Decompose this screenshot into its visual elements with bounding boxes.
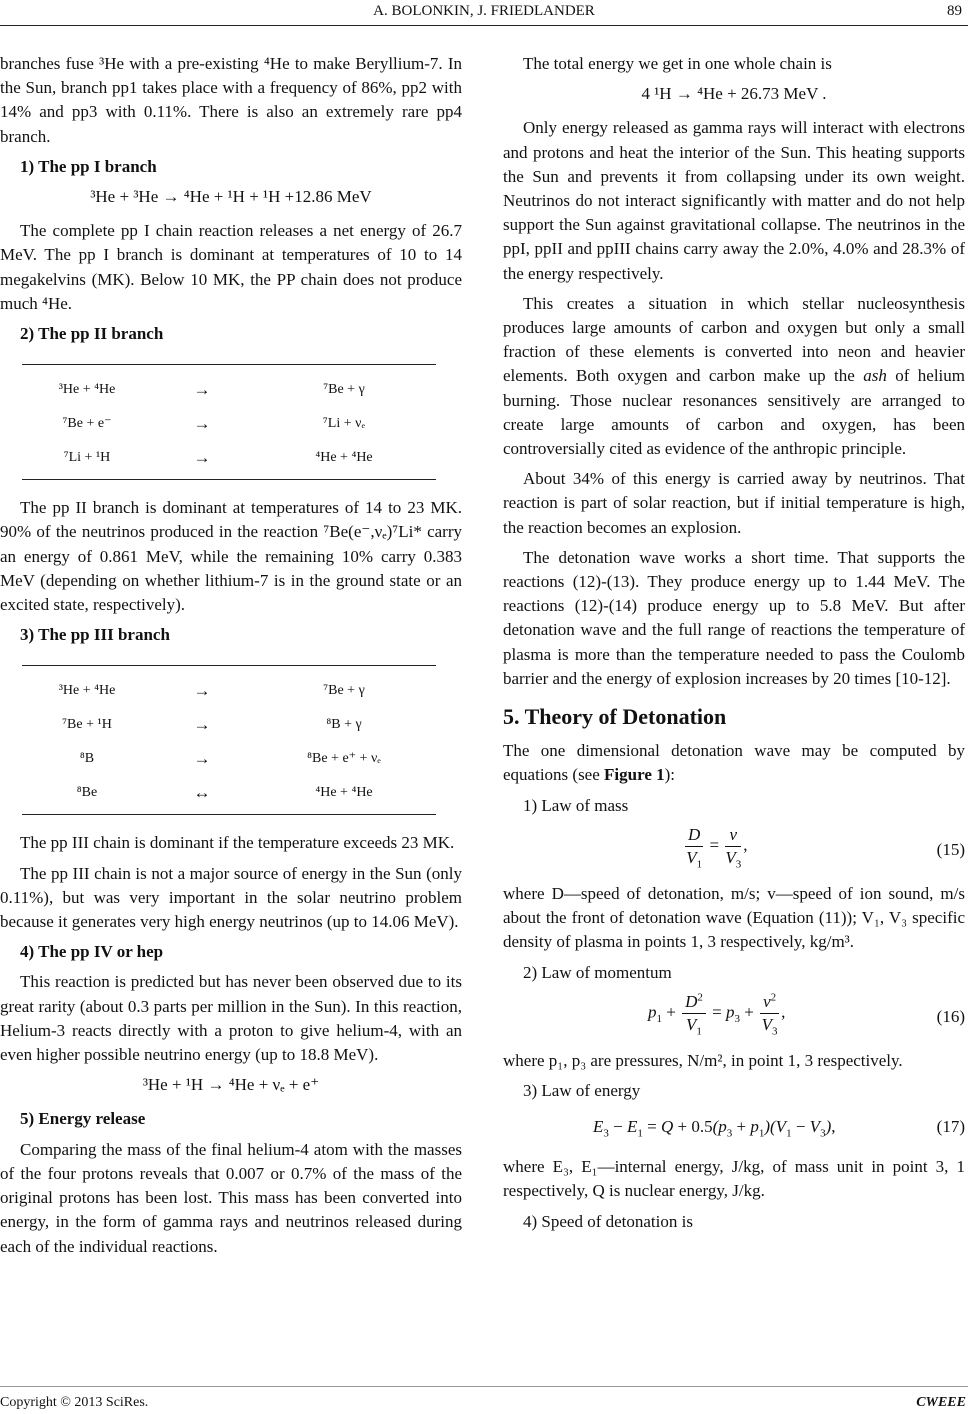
text-run: The one dimensional detonation wave may be computed by equations (see	[503, 741, 965, 785]
reaction-table-pp3	[22, 665, 436, 815]
text-run: of helium burning. Those nuclear resonances sensitively are arranged to create large amounts of carbon and oxygen, has been controversially cited as evidence of the anthropic principle.	[503, 366, 965, 459]
running-header-authors: A. BOLONKIN, J. FRIEDLANDER	[373, 3, 595, 19]
equation-body: $E_3 - E_1 = Q + 0.5(p_3 + p_1)(V_1 - V_3)$,	[593, 1117, 836, 1140]
paragraph: The total energy we get in one whole chain is	[523, 54, 832, 73]
double-arrow-icon: ↔	[152, 776, 252, 815]
reaction-table-pp2	[22, 364, 436, 480]
table-row	[22, 776, 436, 815]
equation-pp4: ³He + ¹H → ⁴He + νₑ + e⁺	[142, 1075, 320, 1095]
list-label: 3) Law of energy	[523, 1080, 641, 1100]
table-row	[22, 708, 436, 742]
equation-pp1: ³He + ³He → ⁴He + ¹H + ¹H +12.86 MeV	[90, 187, 372, 207]
equation-body: $\frac{D}{V_1}$ = $\frac{v}{V_3}$ ,	[686, 824, 748, 871]
text-run: This creates a situation in which stellar nucleosynthesis produces large amounts of carbon and oxygen but only a small fraction of these elements is converted into neon and heavier elements. Both oxygen and carbon make up the	[503, 293, 965, 386]
equation-number: (17)	[936, 1117, 965, 1137]
right-column	[503, 52, 965, 1240]
equation-body: $p_1$ + $\frac{D^2}{V_1}$ = $p_3$ + $\frac{v^2}{V_3}$ ,	[648, 991, 786, 1038]
paragraph: The pp III chain is not a major source of energy in the Sun (only 0.11%), but was very important in the solar neutrino problem because it generates very high energy neutrinos (up to 14.06 MeV).	[0, 863, 462, 932]
arrow-icon: →	[152, 365, 252, 408]
paragraph: Only energy released as gamma rays will interact with electrons and protons and heat the interior of the Sun. This heating supports the Sun and prevents it from collapsing under its own weight. Neutrinos do not interact significantly with matter and do not help support the Sun against gravitational collapse. The neutrinos in the ppI, ppII and ppIII chains carry away the 2.0%, 4.0% and 28.3% of the energy respectively.	[503, 118, 965, 283]
paragraph: The pp II branch is dominant at temperatures of 14 to 23 MK. 90% of the neutrinos produced in the reaction ⁷Be(e⁻,νₑ)⁷Li* carry an energy of 0.861 MeV, while the remaining 10% carry 0.383 MeV (depending on whether lithium-7 is in the ground state or an excited state, respectively).	[0, 498, 462, 615]
paragraph: branches fuse ³He with a pre-existing ⁴He to make Beryllium-7. In the Sun, branch pp1 takes place with a frequency of 86%, pp2 with 14% and pp3 with 0.11%. There is also an extremely rare pp4 branch.	[0, 54, 462, 146]
paragraph: where E₃, E₁—internal energy, J/kg, of mass unit in point 3, 1 respectively, Q is nuclear energy, J/kg.	[503, 1157, 965, 1201]
subheading-pp4: 4) The pp IV or hep	[20, 942, 164, 962]
list-label: 4) Speed of detonation is	[523, 1211, 693, 1231]
subheading-pp2: 2) The pp II branch	[20, 324, 164, 344]
subheading-energy-release: 5) Energy release	[20, 1109, 146, 1129]
table-cell: ⁷Li + νₑ	[322, 416, 366, 432]
paragraph: The detonation wave works a short time. That supports the reactions (12)-(13). They produce energy up to 1.44 MeV. The reactions (12)-(14) produce energy up to 5.8 MeV. But after detonation wave and the full range of reactions the temperature of plasma is more than the temperature needed to pass the Coulomb barrier and the energy of explosion increases by 20 times [10-12].	[503, 547, 965, 688]
table-cell: ⁸B + γ	[326, 717, 362, 733]
equation-16	[503, 991, 965, 1039]
subheading-pp3: 3) The pp III branch	[20, 625, 170, 645]
equation-number: (16)	[936, 1006, 965, 1026]
equation-number: (15)	[936, 839, 965, 859]
arrow-icon: →	[193, 715, 211, 735]
equation-15	[503, 824, 965, 872]
paragraph	[503, 739, 965, 787]
table-row	[22, 742, 436, 776]
footer-rule	[0, 1386, 968, 1387]
table-row	[22, 407, 436, 441]
table-cell: ⁷Be + ¹H	[62, 717, 112, 733]
subheading-pp1: 1) The pp I branch	[20, 156, 157, 176]
table-cell: ⁷Be + γ	[252, 666, 436, 709]
page-number: 89	[947, 3, 962, 19]
arrow-icon: →	[193, 749, 211, 769]
text-run: ):	[664, 765, 676, 785]
arrow-icon: →	[152, 666, 252, 709]
figure-reference: Figure 1	[604, 765, 665, 785]
table-row	[22, 666, 436, 709]
emphasis: ash	[863, 366, 887, 386]
list-label: 2) Law of momentum	[523, 962, 672, 982]
paragraph: Comparing the mass of the final helium-4 atom with the masses of the four protons reveals that 0.007 or 0.7% of the mass of the original protons has been lost. This mass has been converted into energy, in the form of gamma rays and neutrinos released during each of the individual reactions.	[0, 1139, 462, 1256]
paragraph: About 34% of this energy is carried away by neutrinos. That reaction is part of solar reaction, but if initial temperature is high, the reaction becomes an explosion.	[503, 469, 965, 537]
table-row	[22, 441, 436, 480]
arrow-icon: →	[152, 441, 252, 480]
table-cell: ⁸B	[79, 751, 95, 767]
table-cell: ⁴He + ⁴He	[252, 776, 436, 815]
paragraph: where D—speed of detonation, m/s; v—speed of ion sound, m/s about the front of detonation wave (Equation (11)); V₁, V₃ specific density of plasma in points 1, 3 respectively, kg/m³.	[503, 883, 965, 952]
header-rule	[0, 25, 968, 26]
journal-name: CWEEE	[916, 1395, 966, 1410]
table-cell: ³He + ⁴He	[22, 365, 152, 408]
equation-total-energy: 4 ¹H → ⁴He + 26.73 MeV .	[641, 84, 827, 104]
table-cell: ⁴He + ⁴He	[252, 441, 436, 480]
table-cell: ³He + ⁴He	[22, 666, 152, 709]
copyright-notice: Copyright © 2013 SciRes.	[0, 1395, 149, 1410]
paragraph: This reaction is predicted but has never been observed due to its great rarity (about 0.3 parts per million in the Sun). In this reaction, Helium-3 reacts directly with a proton to give helium-4, with an even higher possible neutrino energy (up to 18.8 MeV).	[0, 972, 462, 1065]
table-cell: ⁸Be	[22, 776, 152, 815]
list-label: 1) Law of mass	[523, 795, 629, 815]
section-heading: 5. Theory of Detonation	[503, 704, 727, 730]
paragraph: The pp III chain is dominant if the temperature exceeds 23 MK.	[20, 833, 455, 853]
arrow-icon: →	[193, 414, 211, 434]
paragraph: where p₁, p₃ are pressures, N/m², in point 1, 3 respectively.	[503, 1050, 903, 1070]
table-cell: ⁷Be + e⁻	[62, 416, 112, 432]
left-column	[0, 52, 462, 1265]
paragraph: The complete pp I chain reaction releases a net energy of 26.7 MeV. The pp I branch is dominant at temperatures of 10 to 14 megakelvins (MK). Below 10 MK, the PP chain does not produce much ⁴He.	[0, 221, 462, 313]
table-cell: ⁸Be + e⁺ + νₑ	[307, 751, 381, 767]
table-row	[22, 365, 436, 408]
table-cell: ⁷Li + ¹H	[22, 441, 152, 480]
paragraph	[503, 292, 965, 461]
equation-17	[503, 1109, 965, 1145]
table-cell: ⁷Be + γ	[252, 365, 436, 408]
